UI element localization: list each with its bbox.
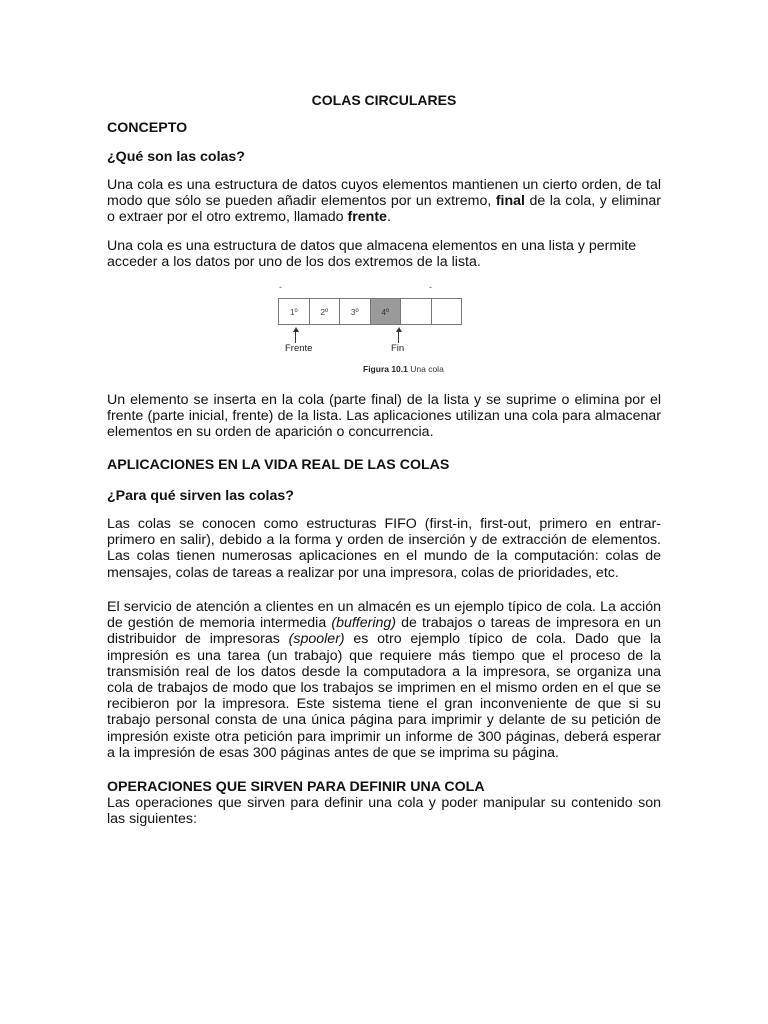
queue-cell-empty [431,298,463,325]
section-heading-concepto: CONCEPTO [107,120,188,136]
queue-cell-last: 4º [370,298,402,325]
queue-cell-empty [400,298,432,325]
paragraph-operations: Las operaciones que sirven para definir una cola y poder manipular su contenido son las siguientes: [107,795,661,828]
queue-cell: 3º [339,298,371,325]
queue-figure: - - 1º 2º 3º 4º Frente Fin Figura 10.1 Una cola [279,282,479,377]
front-label: Frente [285,343,313,354]
queue-cell: 1º [278,298,310,325]
front-arrow-head [293,327,299,332]
queue-cell: 2º [309,298,341,325]
paragraph-definition: Una cola es una estructura de datos cuyos elementos mantienen un cierto orden, de tal modo que sólo se pueden añadir elementos por un extremo, final de la cola, y eliminar o extraer por el otro extremo, llamado frente. [107,177,661,226]
paragraph-example: El servicio de atención a clientes en un almacén es un ejemplo típico de cola. La acción de gestión de memoria intermedia (buffering) de trabajos o tareas de impresora en un distribuidor de impresoras (spooler) es otro ejemplo típico de cola. Dado que la impresión es una tarea (un trabajo) que requiere más tiempo que el proceso de la transmisión real de los datos desde la computadora a la impresora, se organiza una cola de trabajos de modo que los trabajos se imprimen en el mismo orden en el que se recibieron por la impresora. Este sistema tiene el gran inconveniente de que si su trabajo personal consta de una única página para imprimir y delante de su petición de impresión existe otra petición para imprimir un informe de 300 páginas, deberá esperar a la impresión de esas 300 páginas antes de que se imprima su página. [107,599,662,761]
figure-caption: Figura 10.1 Una cola [363,364,444,374]
end-label: Fin [391,343,405,354]
paragraph-fifo: Las colas se conocen como estructuras FIFO (first-in, first-out, primero en entrar-primero en salir), debido a la forma y orden de inserción y de extracción de elementos. Las colas tienen numerosas aplicaciones en el mundo de la computación: colas de mensajes, colas de tareas a realizar por una impresora, colas de prioridades, etc. [107,516,661,581]
question-para-que: ¿Para qué sirven las colas? [107,488,294,504]
end-arrow [398,331,399,343]
document-title: COLAS CIRCULARES [311,92,457,108]
paragraph-definition-2: Una cola es una estructura de datos que almacena elementos en una lista y permite acceder a los datos por uno de los dos extremos de la lista. [107,238,637,271]
queue-cells [279,298,462,325]
front-arrow [295,331,296,343]
section-heading-operaciones: OPERACIONES QUE SIRVEN PARA DEFINIR UNA COLA [107,779,485,795]
end-arrow-head [396,327,402,332]
question-que-son: ¿Qué son las colas? [107,149,245,165]
section-heading-aplicaciones: APLICACIONES EN LA VIDA REAL DE LAS COLAS [107,457,450,473]
paragraph-insert-delete: Un elemento se inserta en la cola (parte final) de la lista y se suprime o elimina por el frente (parte inicial, frente) de la lista. Las aplicaciones utilizan una cola para almacenar elementos en su orden de aparición o concurrencia. [107,392,661,441]
